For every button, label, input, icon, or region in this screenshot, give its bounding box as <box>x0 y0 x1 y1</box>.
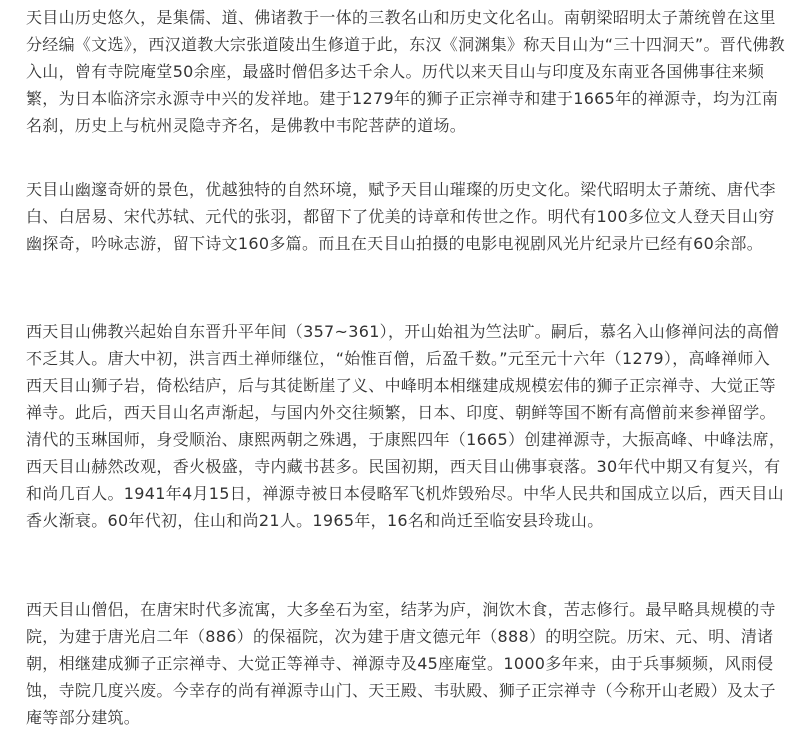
paragraph-monks-temples: 西天目山僧侣，在唐宋时代多流寓，大多垒石为室，结茅为庐，涧饮木食，苦志修行。最早略具规模的寺院，为建于唐光启二年（886）的保福院，次为建于唐文德元年（888）的明空院。历宋、元、明、清诸朝，相继建成狮子正宗禅寺、大觉正等禅寺、禅源寺及45座庵堂。1000多年来，由于兵事频频，风雨侵蚀，寺院几度兴废。今幸存的尚有禅源寺山门、天王殿、韦驮殿、狮子正宗禅寺（今称开山老殿）及太子庵等部分建筑。 <box>26 600 776 727</box>
paragraph-history: 天目山历史悠久，是集儒、道、佛诸教于一体的三教名山和历史文化名山。南朝梁昭明太子萧统曾在这里分经编《文选》，西汉道教大宗张道陵出生修道于此，东汉《洞渊集》称天目山为“三十四洞天”。晋代佛教入山，曾有寺院庵堂50余座，最盛时僧侣多达千余人。历代以来天目山与印度及东南亚各国佛事往来频繁，为日本临济宗永源寺中兴的发祥地。建于1279年的狮子正宗禅寺和建于1665年的禅源寺，均为江南名刹，历史上与杭州灵隐寺齐名，是佛教中韦陀菩萨的道场。 <box>26 8 785 135</box>
paragraph-culture: 天目山幽邃奇妍的景色，优越独特的自然环境，赋予天目山璀璨的历史文化。梁代昭明太子萧统、唐代李白、白居易、宋代苏轼、元代的张羽，都留下了优美的诗章和传世之作。明代有100多位文人登天目山穷幽探奇，吟咏志游，留下诗文160多篇。而且在天目山拍摄的电影电视剧风光片纪录片已经有60余部。 <box>26 180 776 253</box>
paragraph-buddhism: 西天目山佛教兴起始自东晋升平年间（357~361），开山始祖为竺法旷。嗣后，慕名入山修禅问法的高僧不乏其人。唐大中初，洪言西土禅师继位，“始惟百僧，后盈千数。”元至元十六年（1279），高峰禅师入西天目山狮子岩，倚松结庐，后与其徒断崖了义、中峰明本相继建成规模宏伟的狮子正宗禅寺、大觉正等禅寺。此后，西天目山名声渐起，与国内外交往频繁，日本、印度、朝鲜等国不断有高僧前来参禅留学。清代的玉琳国师，身受顺治、康熙两朝之殊遇，于康熙四年（1665）创建禅源寺，大振高峰、中峰法席，西天目山赫然改观，香火极盛，寺内藏书甚多。民国初期，西天目山佛事衰落。30年代中期又有复兴，有和尚几百人。1941年4月15日，禅源寺被日本侵略军飞机炸毁殆尽。中华人民共和国成立以后，西天目山香火渐衰。60年代初，住山和尚21人。1965年，16名和尚迁至临安县玲珑山。 <box>26 322 786 530</box>
